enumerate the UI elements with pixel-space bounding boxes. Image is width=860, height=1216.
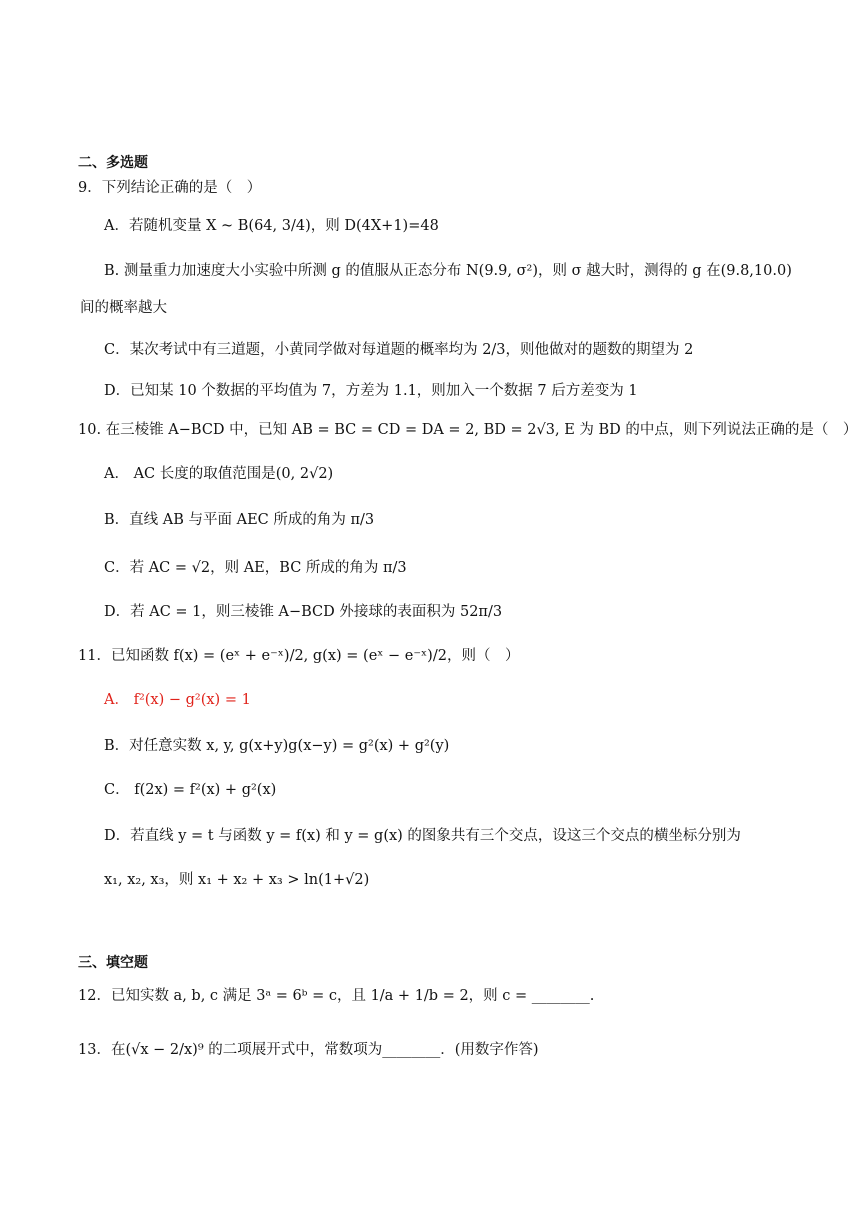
section-heading-fill-in: 三、填空题: [78, 955, 148, 971]
question-12-stem: 12．已知实数 a, b, c 满足 3ᵃ = 6ᵇ = c，且 1/a + 1/b = 2，则 c = ________.: [78, 988, 595, 1004]
question-10-option-c: C．若 AC = √2，则 AE，BC 所成的角为 π/3: [104, 560, 407, 576]
question-9-option-a: A．若随机变量 X ~ B(64, 3/4)，则 D(4X+1)=48: [104, 218, 439, 234]
question-9-option-d: D．已知某 10 个数据的平均值为 7，方差为 1.1，则加入一个数据 7 后方差变为 1: [104, 383, 638, 399]
question-10-stem: 10. 在三棱锥 A−BCD 中，已知 AB = BC = CD = DA = 2, BD = 2√3, E 为 BD 的中点，则下列说法正确的是（ ）: [78, 422, 858, 438]
question-11-option-a: A． f²(x) − g²(x) = 1: [104, 692, 251, 708]
question-10-option-a: A． AC 长度的取值范围是(0, 2√2): [104, 466, 334, 482]
question-11-option-d-line2: x₁, x₂, x₃，则 x₁ + x₂ + x₃ > ln(1+√2): [104, 872, 370, 888]
question-10-option-b: B．直线 AB 与平面 AEC 所成的角为 π/3: [104, 512, 375, 528]
question-11-option-d-line1: D．若直线 y = t 与函数 y = f(x) 和 y = g(x) 的图象共有三个交点，设这三个交点的横坐标分别为: [104, 828, 741, 844]
question-11-option-c: C． f(2x) = f²(x) + g²(x): [104, 782, 277, 798]
question-9-option-b-line2: 间的概率越大: [80, 300, 167, 316]
section-heading-multiple-choice: 二、多选题: [78, 155, 148, 171]
question-9-option-c: C．某次考试中有三道题，小黄同学做对每道题的概率均为 2/3，则他做对的题数的期望为 2: [104, 342, 694, 358]
question-9-option-b-line1: B. 测量重力加速度大小实验中所测 g 的值服从正态分布 N(9.9, σ²)，则 σ 越大时，测得的 g 在(9.8,10.0): [104, 263, 792, 279]
question-13-stem: 13．在(√x − 2/x)⁹ 的二项展开式中，常数项为________．(用数字作答): [78, 1042, 539, 1058]
question-11-option-b: B．对任意实数 x, y, g(x+y)g(x−y) = g²(x) + g²(y): [104, 738, 450, 754]
question-9-stem: 9．下列结论正确的是（ ）: [78, 180, 262, 196]
question-11-stem: 11．已知函数 f(x) = (eˣ + e⁻ˣ)/2, g(x) = (eˣ − e⁻ˣ)/2，则（ ）: [78, 648, 520, 664]
question-10-option-d: D．若 AC = 1，则三棱锥 A−BCD 外接球的表面积为 52π/3: [104, 604, 503, 620]
